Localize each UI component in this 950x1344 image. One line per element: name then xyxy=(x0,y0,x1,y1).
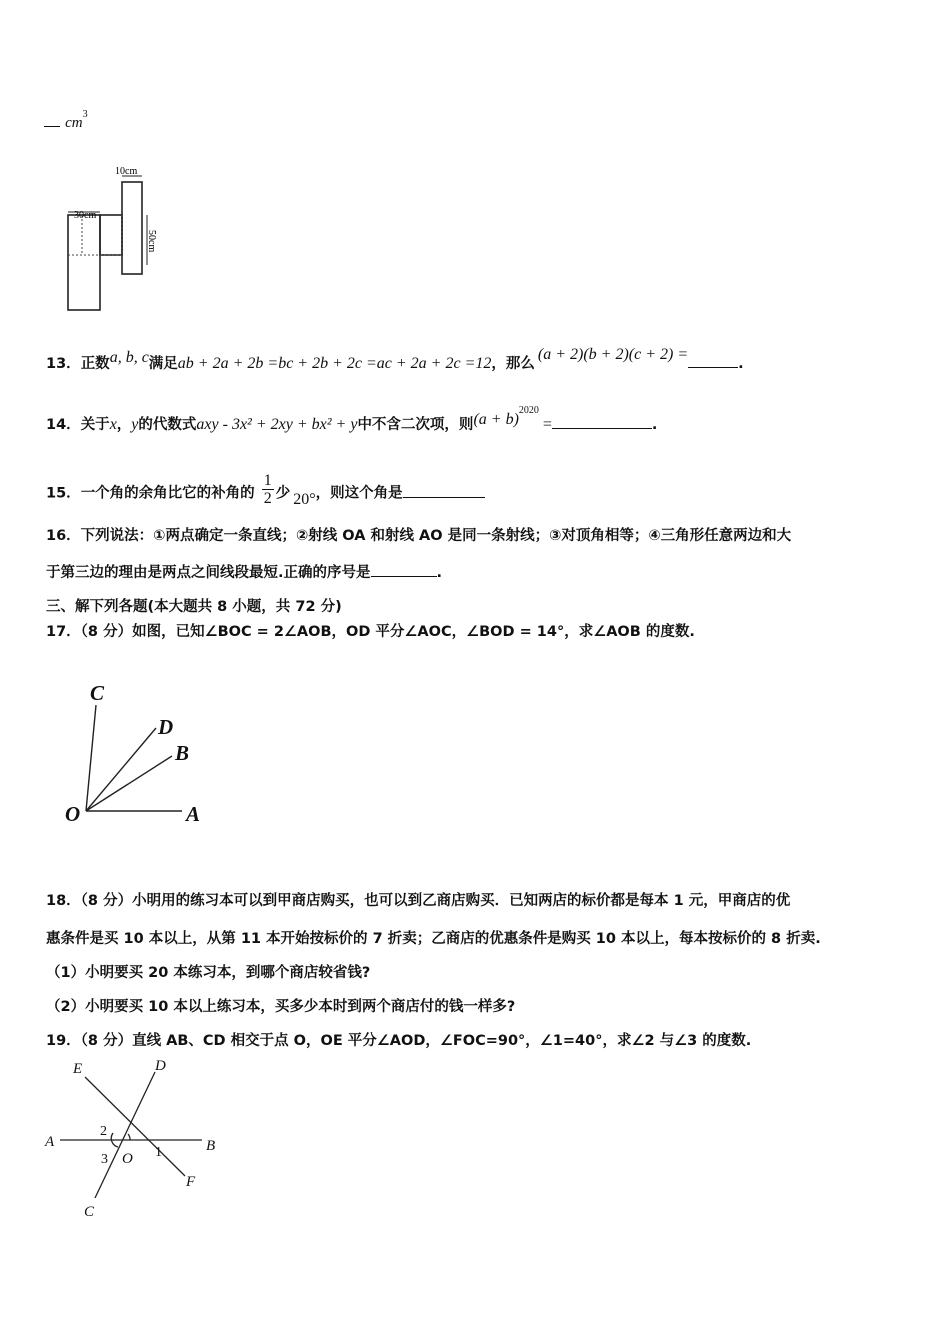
answer-blank xyxy=(688,353,738,368)
ray-OD xyxy=(86,728,156,811)
dim-label-width: 10cm xyxy=(115,166,138,177)
q15-degree: 20° xyxy=(293,490,316,508)
box-left-panel xyxy=(68,215,100,310)
question-number: 14． xyxy=(46,417,81,433)
q14-text: 中不含二次项，则 xyxy=(357,417,474,433)
label-D: D xyxy=(155,1058,166,1074)
q19-lines-figure xyxy=(40,1052,240,1222)
question-number: 15． xyxy=(46,485,81,502)
answer-blank xyxy=(552,414,652,429)
q14-text: ， xyxy=(116,417,132,433)
q17-angle-figure xyxy=(60,678,220,828)
q14-text: 的代数式 xyxy=(138,417,197,433)
dim-label-length: 30cm xyxy=(74,210,97,221)
question-14 xyxy=(46,405,658,434)
unit-cm: cm xyxy=(65,115,83,131)
question-18-part-2: （2）小明要买 10 本以上练习本，买多少本时到两个商店付的钱一样多? xyxy=(46,999,516,1015)
fraction-denominator: 2 xyxy=(263,490,272,507)
angle-label-1: 1 xyxy=(155,1145,162,1160)
box-mid-panel xyxy=(100,215,122,255)
box-right-panel xyxy=(122,182,142,274)
question-17: 17．（8 分）如图，已知∠BOC = 2∠AOB，OD 平分∠AOC，∠BOD = 14°，求∠AOB 的度数. xyxy=(46,624,695,640)
label-A: A xyxy=(186,802,201,826)
box-figure xyxy=(52,160,162,315)
question-18-line-2: 惠条件是买 10 本以上，从第 11 本开始按标价的 7 折卖；乙商店的优惠条件是购买 10 本以上，每本按标价的 8 折卖. xyxy=(46,931,821,947)
question-19: 19．（8 分）直线 AB、CD 相交于点 O，OE 平分∠AOD，∠FOC=90°，∠1=40°，求∠2 与∠3 的度数. xyxy=(46,1033,752,1049)
label-E: E xyxy=(73,1061,83,1077)
question-13 xyxy=(46,346,744,373)
q13-vars: a, b, c xyxy=(109,349,149,366)
unit-exponent: 3 xyxy=(82,108,88,120)
question-number: 13． xyxy=(46,356,81,372)
question-15 xyxy=(46,472,485,511)
question-16-line-2 xyxy=(46,561,442,582)
question-18-part-1: （1）小明要买 20 本练习本，到哪个商店较省钱? xyxy=(46,965,371,981)
q14-equals: = xyxy=(542,416,552,433)
q16-end: . xyxy=(436,565,443,581)
fraction-numerator: 1 xyxy=(263,472,272,489)
ray-OB xyxy=(86,756,172,811)
fraction xyxy=(262,472,274,507)
label-O: O xyxy=(65,802,81,826)
q14-text: 关于 xyxy=(80,417,110,433)
q14-end: . xyxy=(651,417,658,433)
q14-expression: (a + b) xyxy=(473,411,519,428)
label-C: C xyxy=(84,1204,95,1220)
answer-blank xyxy=(371,562,437,577)
unit-blank xyxy=(44,108,88,132)
q13-text: ，那么 xyxy=(491,356,535,372)
q15-text: ，则这个角是 xyxy=(315,485,403,502)
q13-equation: ab + 2a + 2b =bc + 2b + 2c =ac + 2a + 2c =12 xyxy=(177,355,492,372)
q14-var-y: y xyxy=(131,416,139,433)
question-18-line-1: 18．（8 分）小明用的练习本可以到甲商店购买，也可以到乙商店购买．已知两店的标价都是每本 1 元，甲商店的优 xyxy=(46,893,791,909)
question-16-line-1: 16．下列说法：①两点确定一条直线；②射线 OA 和射线 AO 是同一条射线；③对顶角相等；④三角形任意两边和大 xyxy=(46,528,792,544)
q16-text: 于第三边的理由是两点之间线段最短.正确的序号是 xyxy=(46,565,371,581)
label-B: B xyxy=(175,741,190,765)
angle-label-3: 3 xyxy=(101,1152,108,1167)
label-O: O xyxy=(122,1151,133,1167)
answer-blank xyxy=(44,112,60,127)
q14-var-x: x xyxy=(109,416,117,433)
label-A: A xyxy=(45,1134,55,1150)
label-F: F xyxy=(186,1174,196,1190)
angle-arc xyxy=(128,1134,130,1140)
q15-text: 一个角的余角比它的补角的 xyxy=(80,485,255,502)
q13-text: 满足 xyxy=(148,356,178,372)
section-heading: 三、解下列各题(本大题共 8 小题，共 72 分) xyxy=(46,599,342,615)
label-B: B xyxy=(206,1138,216,1154)
label-D: D xyxy=(158,715,174,739)
q13-expression: (a + 2)(b + 2)(c + 2) = xyxy=(537,346,689,363)
q13-text: 正数 xyxy=(80,356,110,372)
label-C: C xyxy=(90,681,105,705)
q14-polynomial: axy - 3x² + 2xy + bx² + y xyxy=(196,416,358,433)
q13-end: . xyxy=(738,356,744,372)
answer-blank xyxy=(403,483,485,498)
ray-OC xyxy=(86,705,96,811)
q15-text: 少 xyxy=(275,485,291,502)
angle-label-2: 2 xyxy=(100,1124,107,1139)
q14-exponent: 2020 xyxy=(518,405,539,417)
dim-label-height: 50cm xyxy=(146,230,157,253)
